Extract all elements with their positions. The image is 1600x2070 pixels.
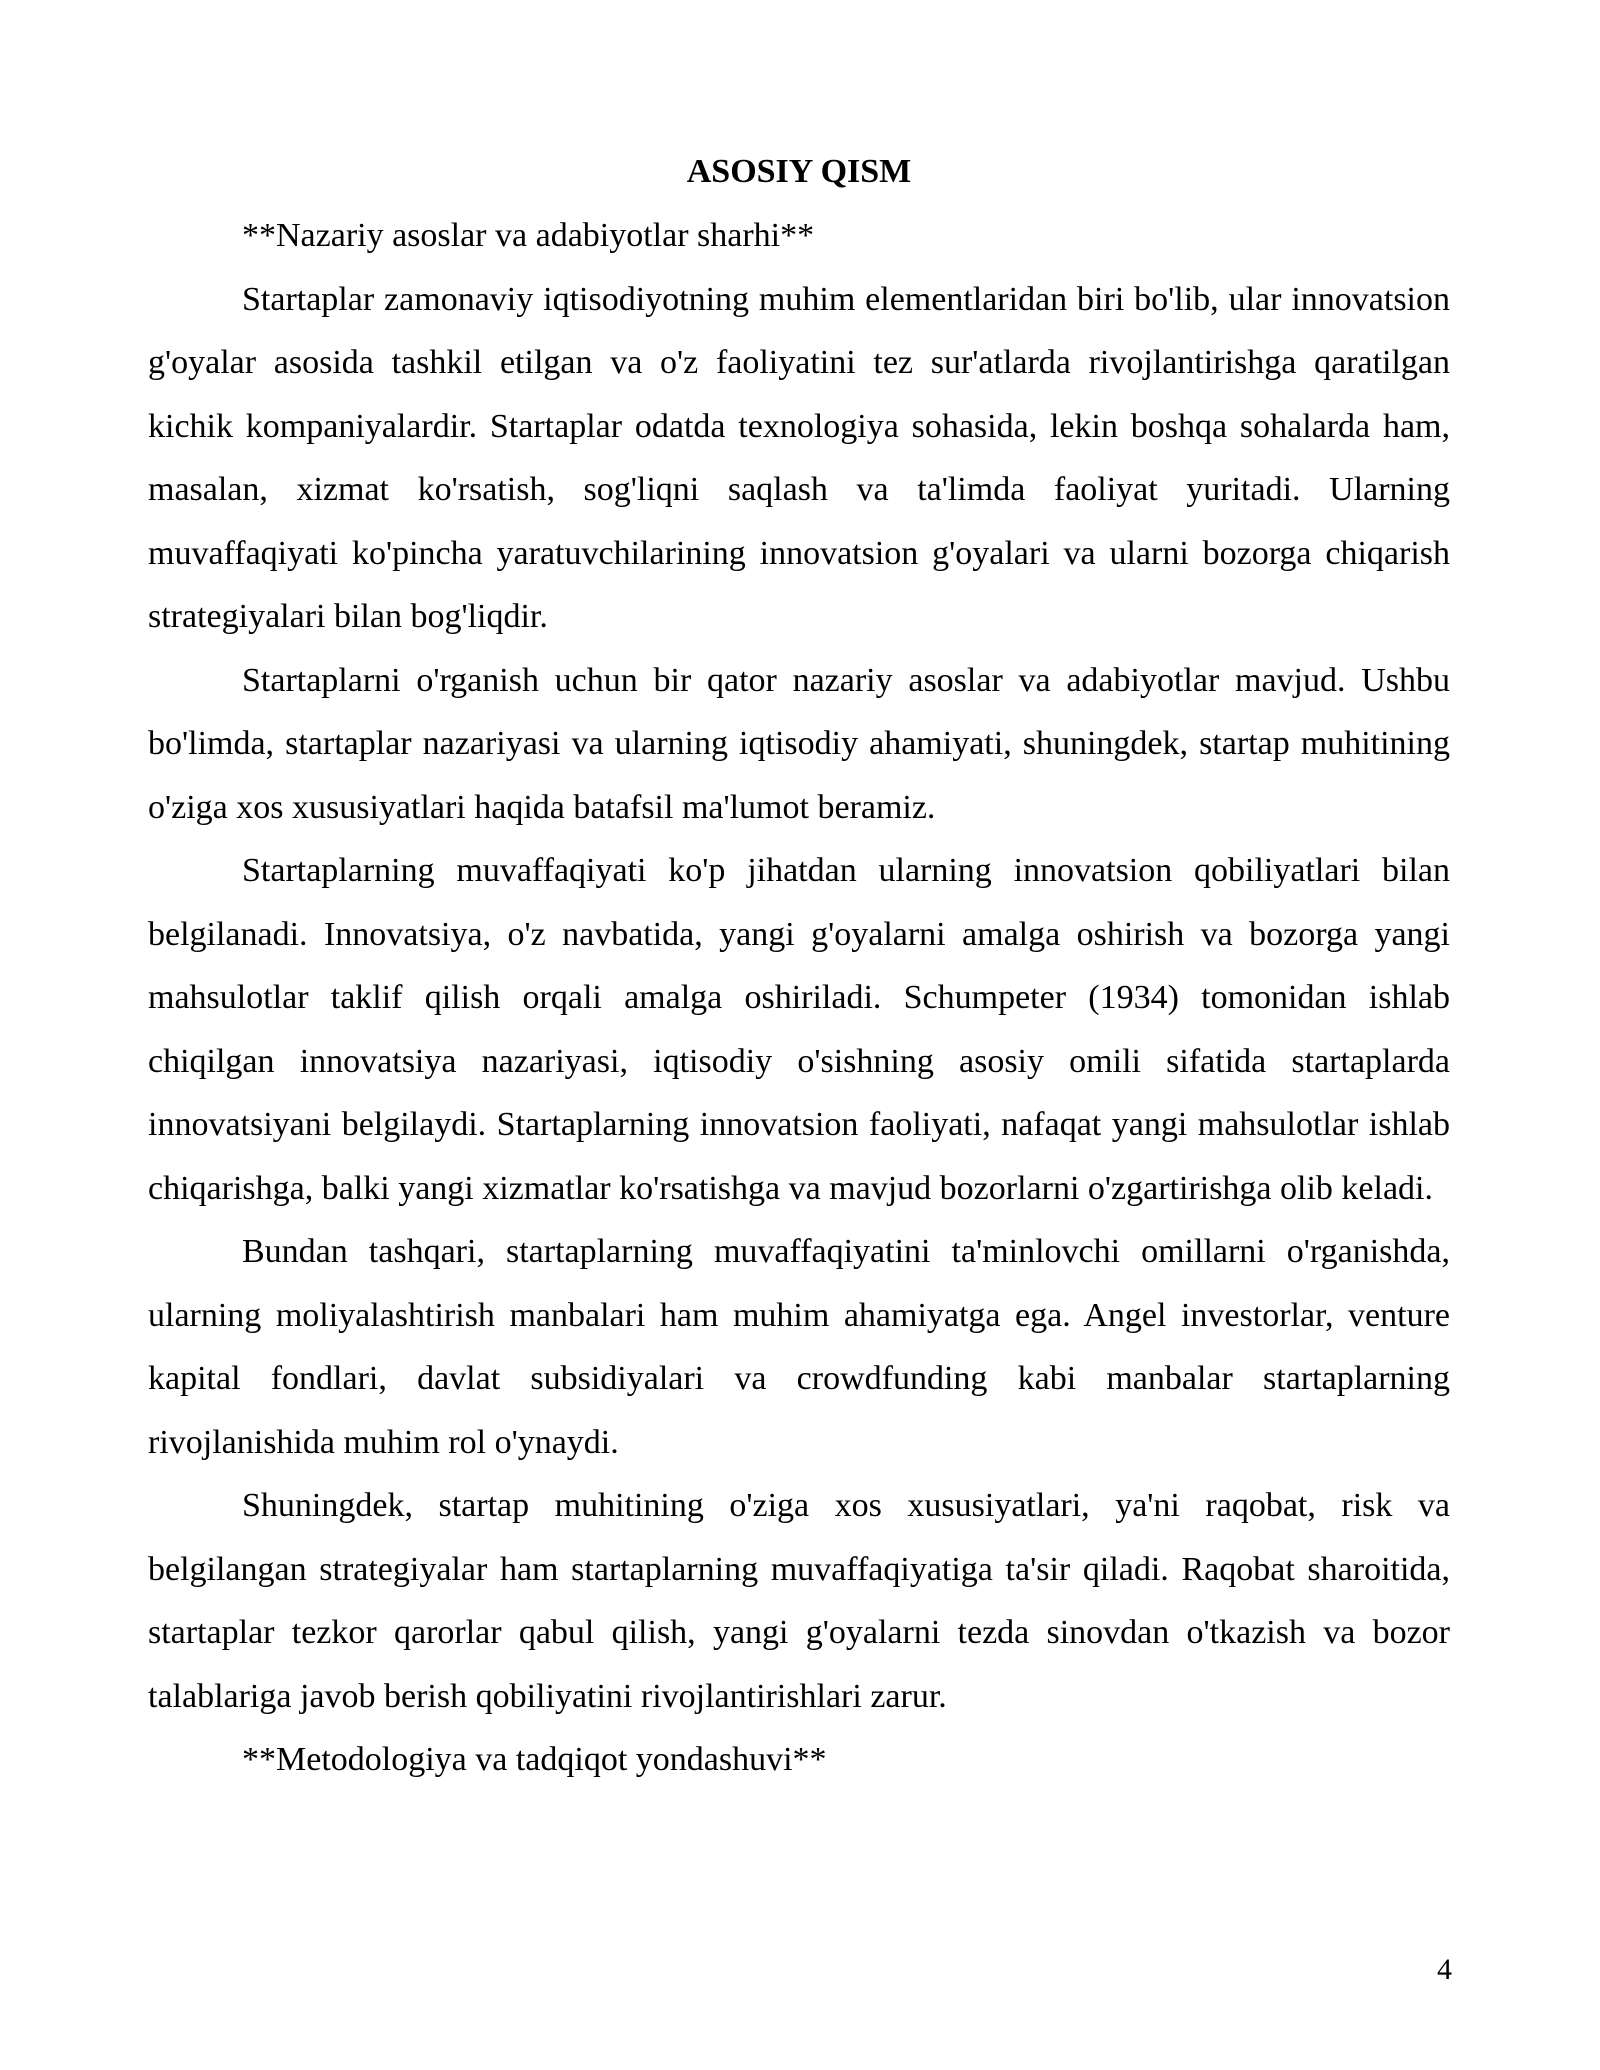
paragraph: Startaplar zamonaviy iqtisodiyotning muhim elementlaridan biri bo'lib, ular innovatsion g'oyalar asosida tashkil etilgan va o'z faoliyatini tez sur'atlarda rivojlantirishga qaratilgan kichik kompaniyalardir. Startaplar odatda texnologiya sohasida, lekin boshqa sohalarda ham, masalan, xizmat ko'rsatish, sog'liqni saqlash va ta'limda faoliyat yuritadi. Ularning muvaffaqiyati ko'pincha yaratuvchilarining innovatsion g'oyalari va ularni bozorga chiqarish strategiyalari bilan bog'liqdir. xyxy=(148,280,1450,635)
subheading-theory: **Nazariy asoslar va adabiyotlar sharhi** xyxy=(242,217,815,254)
page-content xyxy=(148,140,1450,1792)
section-title: ASOSIY QISM xyxy=(686,153,912,190)
paragraph: Bundan tashqari, startaplarning muvaffaqiyatini ta'minlovchi omillarni o'rganishda, ularning moliyalashtirish manbalari ham muhim ahamiyatga ega. Angel investorlar, venture kapital fondlari, davlat subsidiyalari va crowdfunding kabi manbalar startaplarning rivojlanishida muhim rol o'ynaydi. xyxy=(148,1233,1450,1461)
paragraph: Startaplarning muvaffaqiyati ko'p jihatdan ularning innovatsion qobiliyatlari bilan belgilanadi. Innovatsiya, o'z navbatida, yangi g'oyalarni amalga oshirish va bozorga yangi mahsulotlar taklif qilish orqali amalga oshiriladi. Schumpeter (1934) tomonidan ishlab chiqilgan innovatsiya nazariyasi, iqtisodiy o'sishning asosiy omili sifatida startaplarda innovatsiyani belgilaydi. Startaplarning innovatsion faoliyati, nafaqat yangi mahsulotlar ishlab chiqarishga, balki yangi xizmatlar ko'rsatishga va mavjud bozorlarni o'zgartirishga olib keladi. xyxy=(148,852,1450,1207)
subheading-methodology: **Metodologiya va tadqiqot yondashuvi** xyxy=(242,1741,827,1778)
paragraph: Shuningdek, startap muhitining o'ziga xos xususiyatlari, ya'ni raqobat, risk va belgilangan strategiyalar ham startaplarning muvaffaqiyatiga ta'sir qiladi. Raqobat sharoitida, startaplar tezkor qarorlar qabul qilish, yangi g'oyalarni tezda sinovdan o'tkazish va bozor talablariga javob berish qobiliyatini rivojlantirishlari zarur. xyxy=(148,1487,1450,1715)
page-number: 4 xyxy=(1437,1953,1452,1986)
paragraph: Startaplarni o'rganish uchun bir qator nazariy asoslar va adabiyotlar mavjud. Ushbu bo'limda, startaplar nazariyasi va ularning iqtisodiy ahamiyati, shuningdek, startap muhitining o'ziga xos xususiyatlari haqida batafsil ma'lumot beramiz. xyxy=(148,661,1450,826)
